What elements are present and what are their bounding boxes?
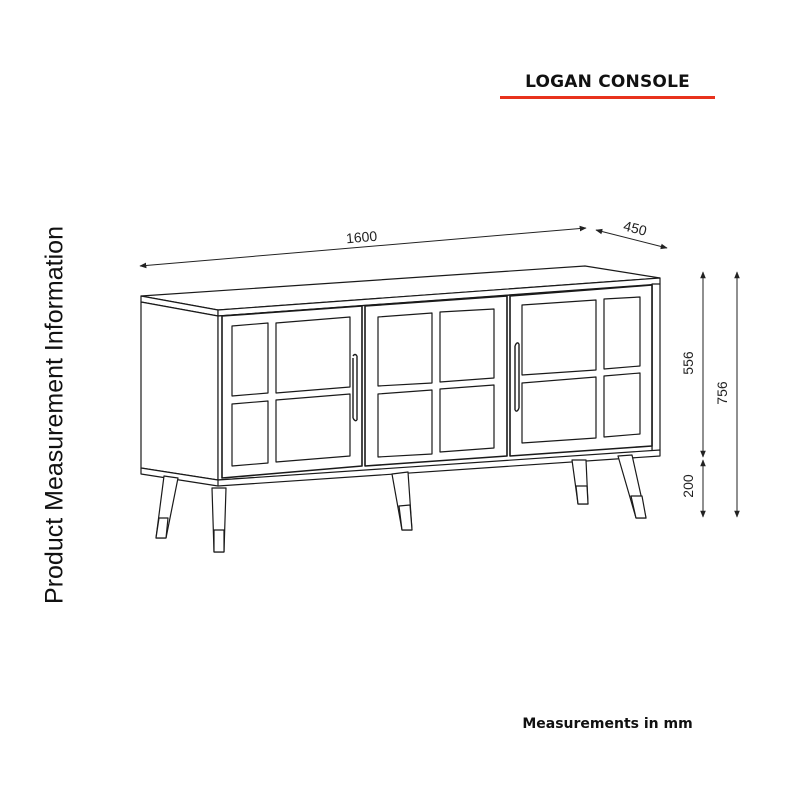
side-label: Product Measurement Information — [40, 226, 69, 604]
leg-front-left — [212, 488, 226, 552]
leg-front-right — [618, 455, 646, 518]
leg-middle — [392, 472, 412, 530]
depth-label: 450 — [621, 217, 649, 239]
door-left — [222, 306, 362, 478]
right-side-panel — [652, 284, 660, 452]
total-height-label: 756 — [714, 381, 730, 405]
door-middle — [365, 296, 507, 466]
body-height-label: 556 — [680, 351, 696, 375]
units-note: Measurements in mm — [522, 716, 693, 732]
leg-height-label: 200 — [680, 474, 696, 498]
door-right — [510, 285, 652, 456]
product-title: LOGAN CONSOLE — [525, 72, 690, 92]
width-label: 1600 — [345, 227, 378, 247]
leg-back-right — [572, 460, 588, 504]
left-side-panel — [141, 302, 218, 480]
leg-back-left — [156, 476, 178, 538]
